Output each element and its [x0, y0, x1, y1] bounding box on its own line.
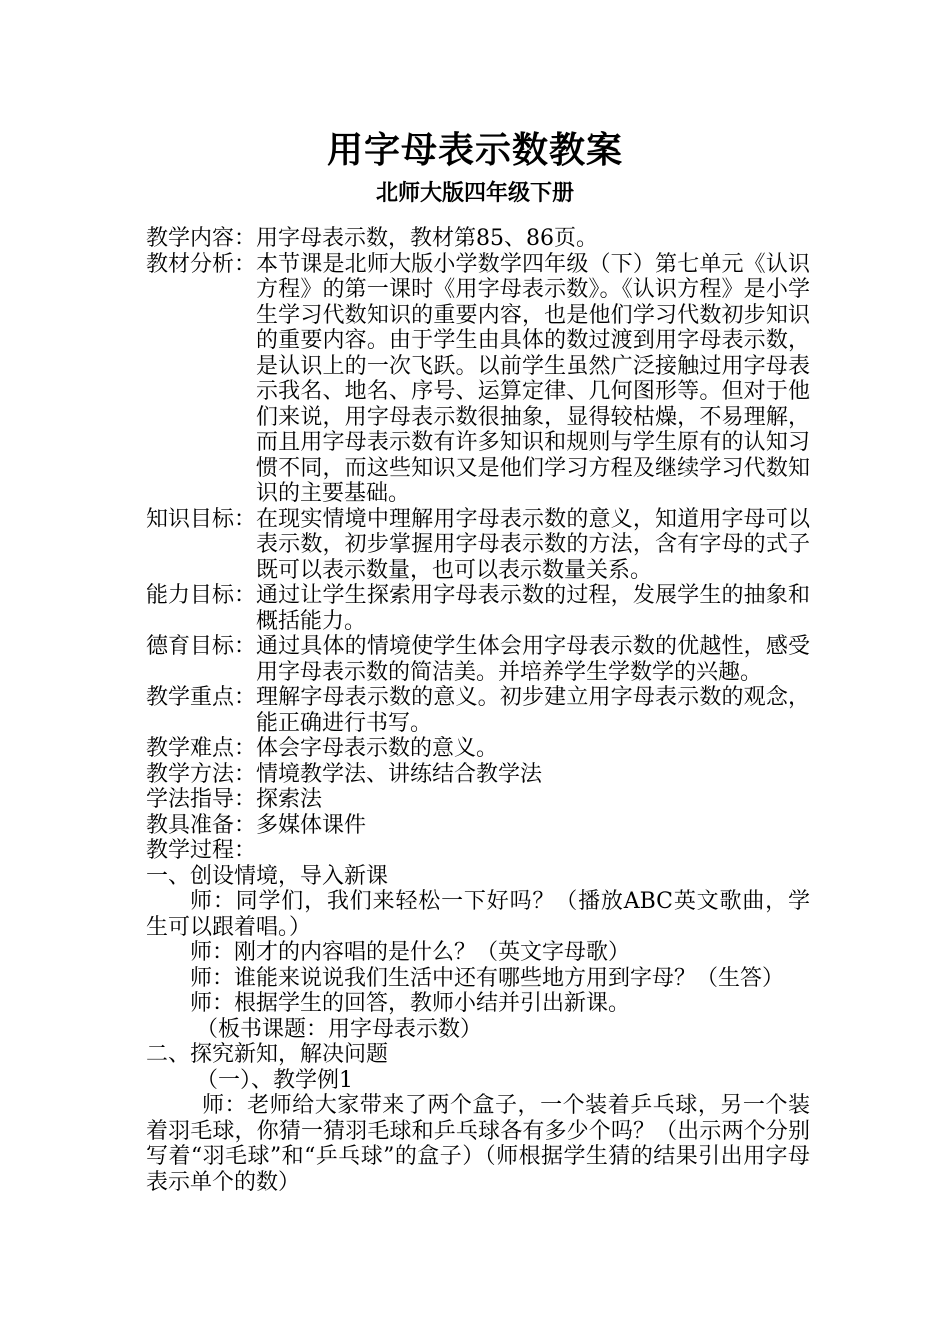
field-value: 体会字母表示数的意义。 [256, 736, 499, 761]
field-label: 教学难点： [146, 736, 257, 761]
document-subtitle: 北师大版四年级下册 [375, 180, 574, 206]
field-value: 通过具体的情境使学生体会用字母表示数的优越性，感受用字母表示数的简洁美。并培养学生学数学的兴趣。 [256, 634, 810, 685]
subsection-heading: （一）、教学例1 [196, 1067, 353, 1093]
field-value: 本节课是北师大版小学数学四年级（下）第七单元《认识方程》的第一课时《用字母表示数》。《认识方程》是小学生学习代数知识的重要内容，也是他们学习代数初步知识的重要内容。由于学生由具体的数过渡到用字母表示数，是认识上的一次飞跃。以前学生虽然广泛接触过用字母表示我名、地名、序号、运算定律、几何图形等。但对于他们来说，用字母表示数很抽象，显得较枯燥，不易理解，而且用字母表示数有许多知识和规则与学生原有的认知习惯不同，而这些知识又是他们学习方程及继续学习代数知识的主要基础。 [256, 251, 810, 506]
field-label: 德育目标： [146, 634, 257, 659]
field-value: 在现实情境中理解用字母表示数的意义，知道用字母可以表示数，初步掌握用字母表示数的方法，含有字母的式子既可以表示数量，也可以表示数量关系。 [256, 506, 810, 583]
field-value: 通过让学生探索用字母表示数的过程，发展学生的抽象和概括能力。 [256, 583, 810, 634]
field-moral-goal [146, 634, 810, 685]
paragraph: 师：刚才的内容唱的是什么？（英文字母歌） [190, 940, 631, 965]
field-label: 教学重点： [146, 685, 257, 710]
field-difficulty [146, 736, 810, 762]
field-label: 学法指导： [146, 787, 257, 812]
field-method [146, 762, 810, 788]
field-value: 用字母表示数，教材第85、86页。 [256, 226, 599, 251]
field-value: 多媒体课件 [256, 812, 367, 838]
field-ability-goal [146, 583, 810, 634]
field-label: 教学内容： [146, 226, 257, 251]
field-teaching-content [146, 226, 810, 252]
paragraph: 师：老师给大家带来了两个盒子，一个装着乒乓球，另一个装着羽毛球，你猜一猜羽毛球和乒乓球各有多少个吗？（出示两个分别写着“羽毛球”和“乒乓球”的盒子）（师根据学生猜的结果引出用字母表示单个的数） [146, 1093, 810, 1195]
paragraph: （板书课题：用字母表示数） [196, 1016, 483, 1042]
document-title: 用字母表示数教案 [326, 129, 623, 171]
paragraph: 师：同学们，我们来轻松一下好吗？（播放ABC英文歌曲，学生可以跟着唱。） [146, 889, 810, 940]
field-label: 知识目标： [146, 506, 257, 532]
section-heading: 一、创设情境，导入新课 [146, 863, 389, 889]
field-material-analysis [146, 252, 810, 507]
field-value: 情境教学法、讲练结合教学法 [256, 761, 543, 787]
field-teaching-aids [146, 813, 810, 839]
field-value: 探索法 [256, 787, 323, 812]
field-knowledge-goal [146, 507, 810, 584]
paragraph: 师：谁能来说说我们生活中还有哪些地方用到字母？（生答） [190, 965, 785, 991]
section-heading: 二、探究新知，解决问题 [146, 1042, 389, 1067]
field-teaching-process [146, 838, 810, 864]
document-body [146, 226, 810, 1195]
field-label: 教学方法： [146, 761, 257, 787]
field-label: 教具准备： [146, 812, 257, 838]
field-label: 能力目标： [146, 583, 257, 608]
field-key-point [146, 685, 810, 736]
paragraph: 师：根据学生的回答，教师小结并引出新课。 [190, 991, 631, 1016]
field-value: 理解字母表示数的意义。初步建立用字母表示数的观念，能正确进行书写。 [256, 685, 810, 736]
field-study-guide [146, 787, 810, 813]
field-label: 教学过程： [146, 838, 257, 863]
field-label: 教材分析： [146, 251, 257, 277]
